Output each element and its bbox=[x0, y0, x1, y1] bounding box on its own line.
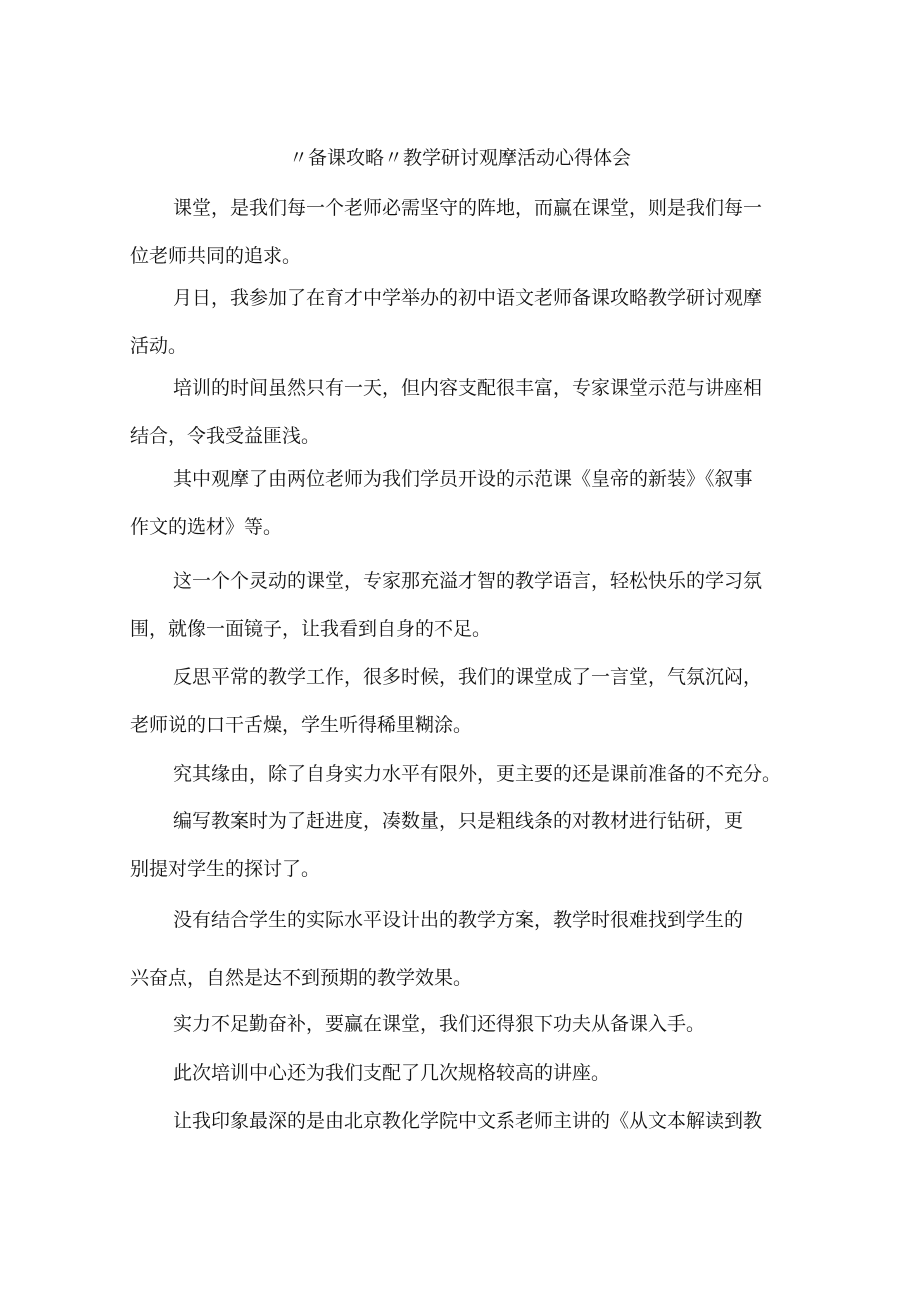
paragraph-4 bbox=[130, 455, 800, 551]
paragraph-line: 结合，令我受益匪浅。 bbox=[130, 425, 321, 447]
paragraph-6 bbox=[130, 653, 800, 749]
paragraph-7 bbox=[130, 750, 800, 798]
paragraph-line: 没有结合学生的实际水平设计出的教学方案，教学时很难找到学生的 bbox=[173, 909, 744, 931]
paragraph-line: 此次培训中心还为我们支配了几次规格较高的讲座。 bbox=[173, 1062, 611, 1084]
paragraph-12 bbox=[130, 1097, 800, 1145]
paragraph-line: 位老师共同的追求。 bbox=[130, 245, 302, 267]
paragraph-line: 让我印象最深的是由北京教化学院中文系老师主讲的《从文本解读到教 bbox=[173, 1110, 763, 1132]
paragraph-8 bbox=[130, 797, 800, 893]
document-title: 〃备课攻略〃教学研讨观摩活动心得体会 bbox=[288, 147, 631, 169]
paragraph-line: 培训的时间虽然只有一天，但内容支配很丰富，专家课堂示范与讲座相 bbox=[173, 377, 763, 399]
paragraph-11 bbox=[130, 1049, 800, 1097]
paragraph-9 bbox=[130, 896, 800, 1002]
paragraph-1 bbox=[130, 184, 800, 280]
paragraph-line: 围，就像一面镜子，让我看到自身的不足。 bbox=[130, 618, 492, 640]
paragraph-10 bbox=[130, 1000, 800, 1048]
paragraph-line: 究其缘由，除了自身实力水平有限外，更主要的还是课前准备的不充分。 bbox=[173, 763, 782, 785]
paragraph-line: 编写教案时为了赶进度，凑数量，只是粗线条的对教材进行钻研，更 bbox=[173, 810, 744, 832]
paragraph-line: 活动。 bbox=[130, 335, 188, 357]
paragraph-line: 月日，我参加了在育才中学举办的初中语文老师备课攻略教学研讨观摩 bbox=[173, 287, 763, 309]
paragraph-line: 课堂，是我们每一个老师必需坚守的阵地，而赢在课堂，则是我们每一 bbox=[173, 197, 763, 219]
paragraph-5 bbox=[130, 557, 800, 653]
paragraph-line: 其中观摩了由两位老师为我们学员开设的示范课《皇帝的新装》《叙事 bbox=[173, 468, 753, 490]
paragraph-line: 反思平常的教学工作，很多时候，我们的课堂成了一言堂，气氛沉闷， bbox=[173, 666, 763, 688]
paragraph-line: 作文的选材》等。 bbox=[130, 516, 283, 538]
paragraph-line: 别提对学生的探讨了。 bbox=[130, 858, 321, 880]
paragraph-line: 实力不足勤奋补，要赢在课堂，我们还得狠下功夫从备课入手。 bbox=[173, 1013, 706, 1035]
paragraph-line: 兴奋点，自然是达不到预期的教学效果。 bbox=[130, 967, 473, 989]
paragraph-3 bbox=[130, 364, 800, 460]
paragraph-line: 这一个个灵动的课堂，专家那充溢才智的教学语言，轻松快乐的学习氛 bbox=[173, 570, 763, 592]
paragraph-2 bbox=[130, 274, 800, 370]
paragraph-line: 老师说的口干舌燥，学生听得稀里糊涂。 bbox=[130, 714, 473, 736]
